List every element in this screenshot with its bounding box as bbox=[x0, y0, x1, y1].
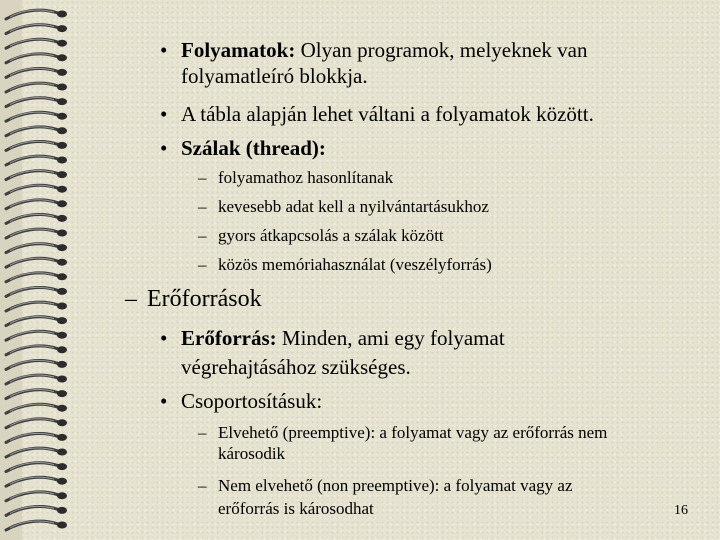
bullet-table-switch: • bbox=[160, 102, 168, 126]
processes-line-1 bbox=[181, 38, 588, 63]
page-number: 16 bbox=[674, 503, 688, 518]
thread-point-3: gyors átkapcsolás a szálak között bbox=[218, 226, 444, 245]
dash-thread-2: – bbox=[198, 197, 207, 216]
bullet-resource-def: • bbox=[160, 326, 168, 350]
non-preemptive-line-2: erőforrás is károsodhat bbox=[218, 499, 374, 518]
processes-definition-part-1: Olyan programok, melyeknek van bbox=[295, 38, 588, 62]
thread-point-2: kevesebb adat kell a nyilvántartásukhoz bbox=[218, 197, 489, 216]
processes-term: Folyamatok: bbox=[181, 38, 296, 62]
non-preemptive-line-1: Nem elvehető (non preemptive): a folyamat vagy az bbox=[218, 476, 573, 495]
bullet-grouping: • bbox=[160, 389, 168, 413]
grouping-text: Csoportosításuk: bbox=[181, 389, 323, 413]
threads-heading bbox=[181, 136, 326, 161]
dash-thread-1: – bbox=[198, 168, 207, 187]
bullet-threads: • bbox=[160, 136, 168, 160]
dash-thread-4: – bbox=[198, 255, 207, 274]
preemptive-line-1: Elvehető (preemptive): a folyamat vagy az erőforrás nem bbox=[218, 423, 608, 442]
dash-thread-3: – bbox=[198, 226, 207, 245]
dash-resources: – bbox=[125, 286, 137, 312]
resource-def-line-2: végrehajtásához szükséges. bbox=[181, 355, 411, 379]
resources-heading: Erőforrások bbox=[147, 286, 262, 312]
threads-heading-text: Szálak (thread): bbox=[181, 136, 326, 160]
processes-line-2: folyamatleíró blokkja. bbox=[181, 64, 368, 88]
bullet-processes: • bbox=[160, 38, 168, 62]
resource-definition-part-1: Minden, ami egy folyamat bbox=[276, 326, 505, 350]
table-switch-text: A tábla alapján lehet váltani a folyamatok között. bbox=[181, 102, 594, 126]
thread-point-1: folyamathoz hasonlítanak bbox=[218, 168, 394, 187]
resource-def-line-1 bbox=[181, 326, 505, 351]
resource-term: Erőforrás: bbox=[181, 326, 277, 350]
dash-non-preemptive: – bbox=[198, 476, 207, 495]
thread-point-4: közös memóriahasználat (veszélyforrás) bbox=[218, 255, 492, 274]
preemptive-line-2: károsodik bbox=[218, 444, 286, 463]
dash-preemptive: – bbox=[198, 423, 207, 442]
